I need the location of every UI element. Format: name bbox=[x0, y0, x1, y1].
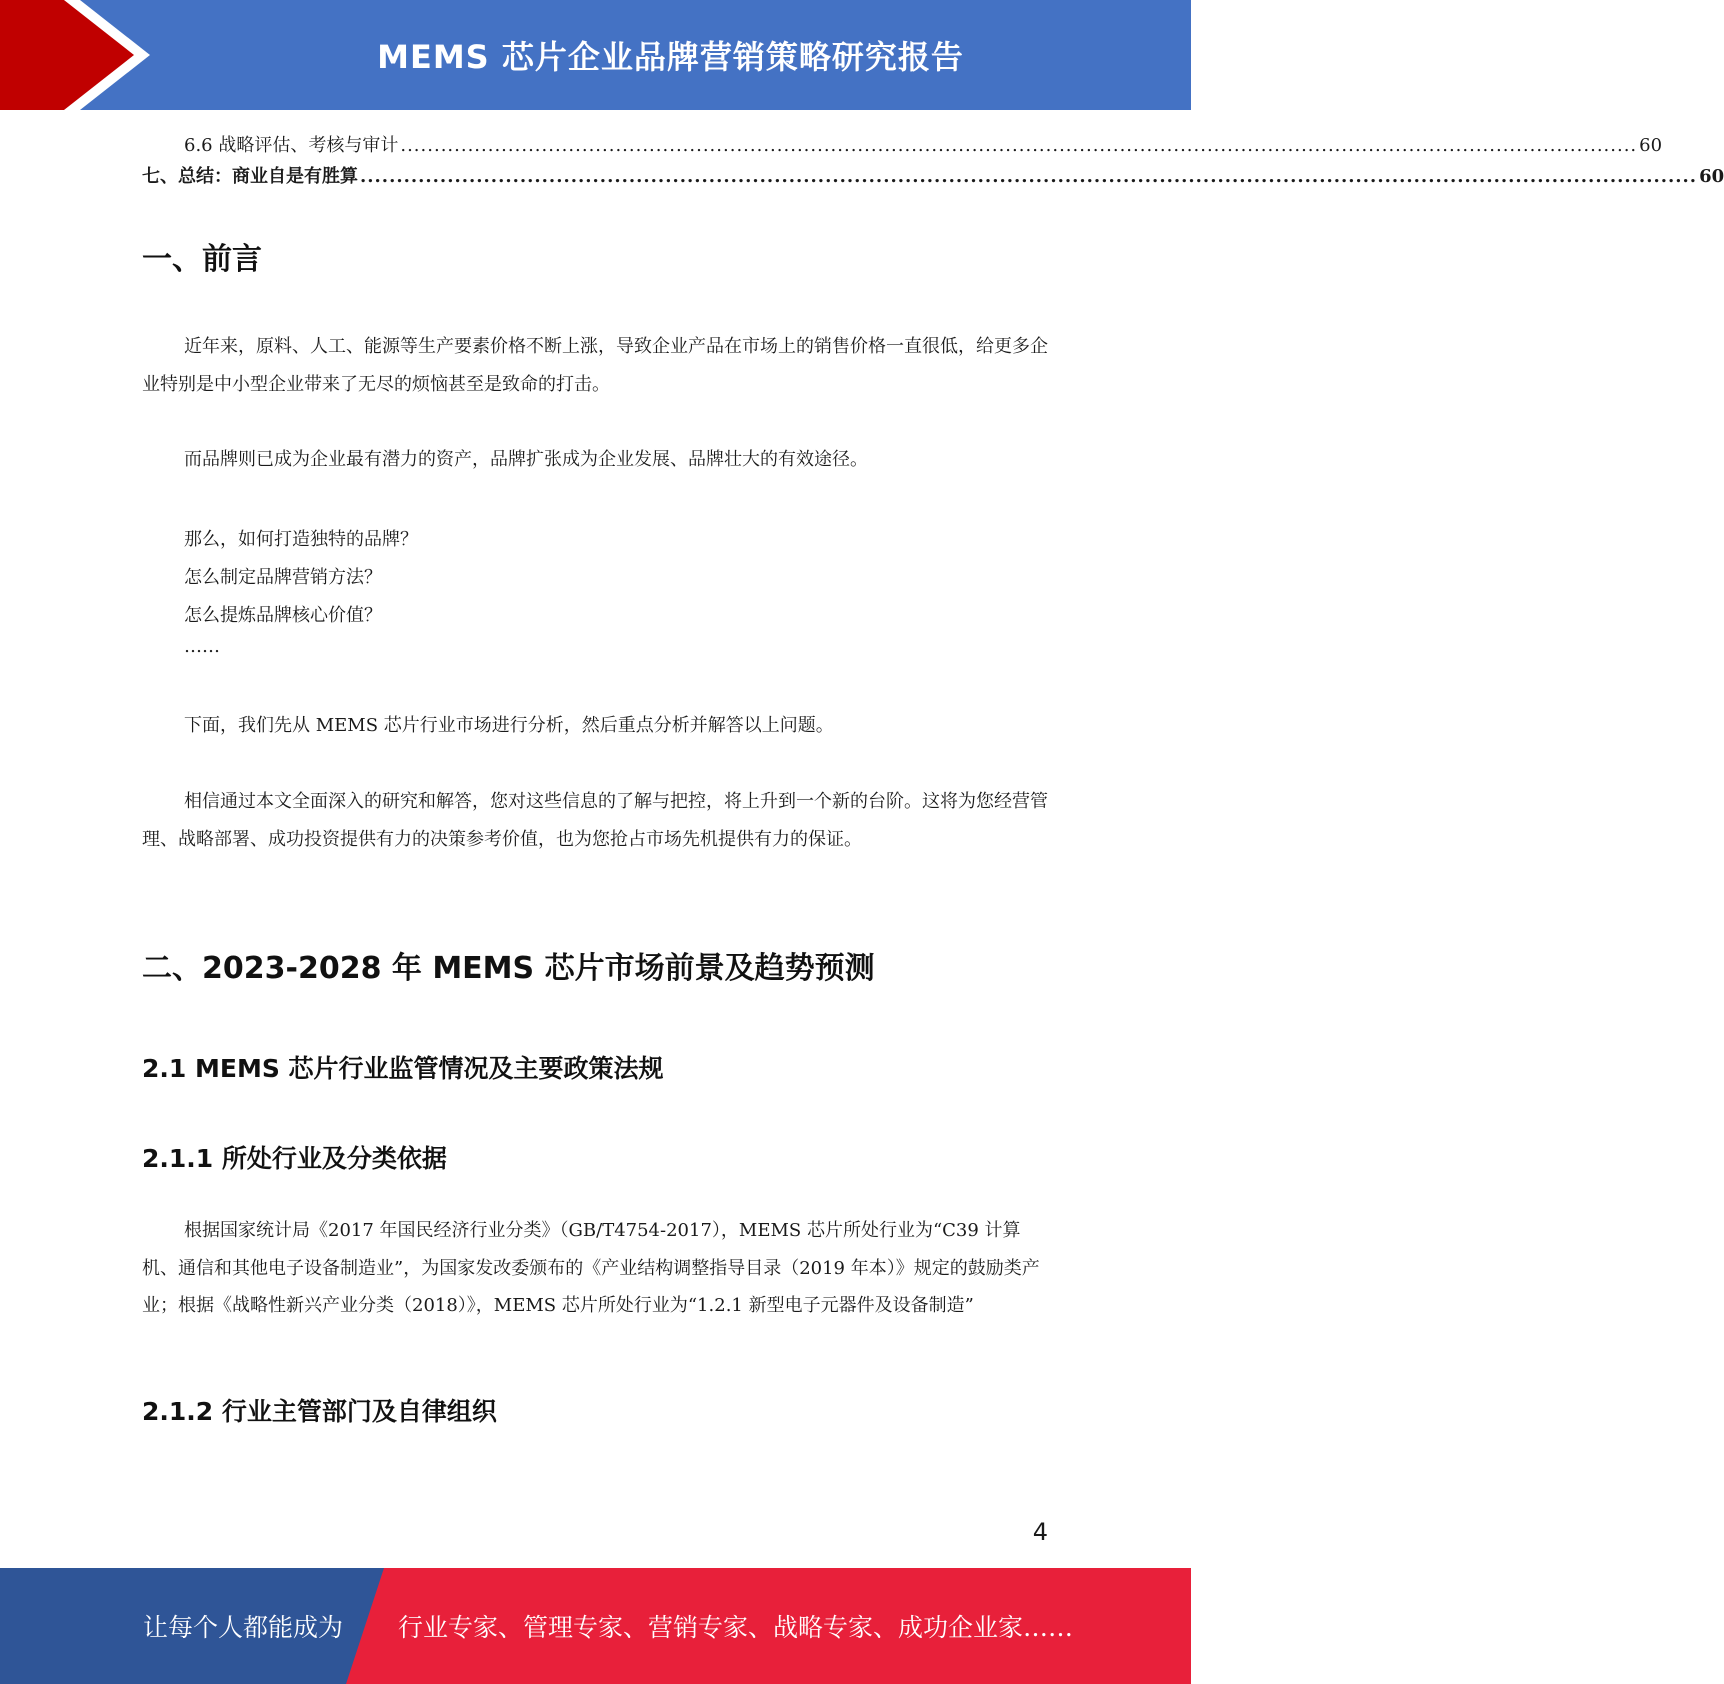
ellipsis-line: …… bbox=[184, 636, 220, 657]
toc-entry-page: 60 bbox=[1699, 166, 1724, 187]
subsection-heading: 2.1 MEMS 芯片行业监管情况及主要政策法规 bbox=[142, 1054, 664, 1083]
subsubsection-heading: 2.1.2 行业主管部门及自律组织 bbox=[142, 1397, 497, 1426]
paragraph: 根据国家统计局《2017 年国民经济行业分类》（GB/T4754-2017），MEMS 芯片所处行业为“C39 计算机、通信和其他电子设备制造业”，为国家发改委颁布的《产业结构调整指导目录（2019 年本）》规定的鼓励类产业；根据《战略性新兴产业分类（2018）》，MEMS 芯片所处行业为“1.2.1 新型电子元器件及设备制造” bbox=[142, 1220, 1040, 1316]
toc-entry-title: 七、总结：商业自是有胜算 bbox=[142, 166, 358, 187]
paragraph: 而品牌则已成为企业最有潜力的资产，品牌扩张成为企业发展、品牌壮大的有效途径。 bbox=[184, 449, 868, 470]
question-line: 怎么制定品牌营销方法？ bbox=[184, 567, 382, 588]
toc-leader-dots: ........................................................................................................................................................................................ bbox=[400, 135, 1638, 156]
section-heading: 二、2023-2028 年 MEMS 芯片市场前景及趋势预测 bbox=[142, 951, 875, 986]
paragraph: 近年来，原料、人工、能源等生产要素价格不断上涨，导致企业产品在市场上的销售价格一直很低，给更多企业特别是中小型企业带来了无尽的烦恼甚至是致命的打击。 bbox=[142, 336, 1048, 395]
header-chevron-shape bbox=[0, 0, 160, 110]
toc-entry[interactable] bbox=[184, 131, 1663, 157]
paragraph: 下面，我们先从 MEMS 芯片行业市场进行分析，然后重点分析并解答以上问题。 bbox=[184, 715, 834, 736]
section-heading: 一、前言 bbox=[142, 242, 262, 277]
toc-entry-title: 6.6 战略评估、考核与审计 bbox=[184, 135, 399, 156]
subsubsection-heading: 2.1.1 所处行业及分类依据 bbox=[142, 1144, 447, 1173]
report-title: MEMS 芯片企业品牌营销策略研究报告 bbox=[377, 38, 964, 76]
question-line: 怎么提炼品牌核心价值？ bbox=[184, 605, 382, 626]
page-header bbox=[0, 0, 1191, 110]
footer-slogan-left: 让每个人都能成为 bbox=[143, 1613, 344, 1642]
toc-leader-dots: ........................................................................................................................................................................................ bbox=[360, 166, 1698, 187]
page-footer bbox=[0, 1568, 1191, 1684]
footer-slogan-right: 行业专家、管理专家、营销专家、战略专家、成功企业家…… bbox=[398, 1613, 1074, 1642]
paragraph: 相信通过本文全面深入的研究和解答，您对这些信息的了解与把控，将上升到一个新的台阶。这将为您经营管理、战略部署、成功投资提供有力的决策参考价值，也为您抢占市场先机提供有力的保证。 bbox=[142, 791, 1048, 850]
toc-entry[interactable] bbox=[142, 162, 1724, 188]
toc-entry-page: 60 bbox=[1639, 135, 1663, 156]
question-line: 那么，如何打造独特的品牌？ bbox=[184, 529, 418, 550]
page-number: 4 bbox=[1032, 1518, 1048, 1546]
